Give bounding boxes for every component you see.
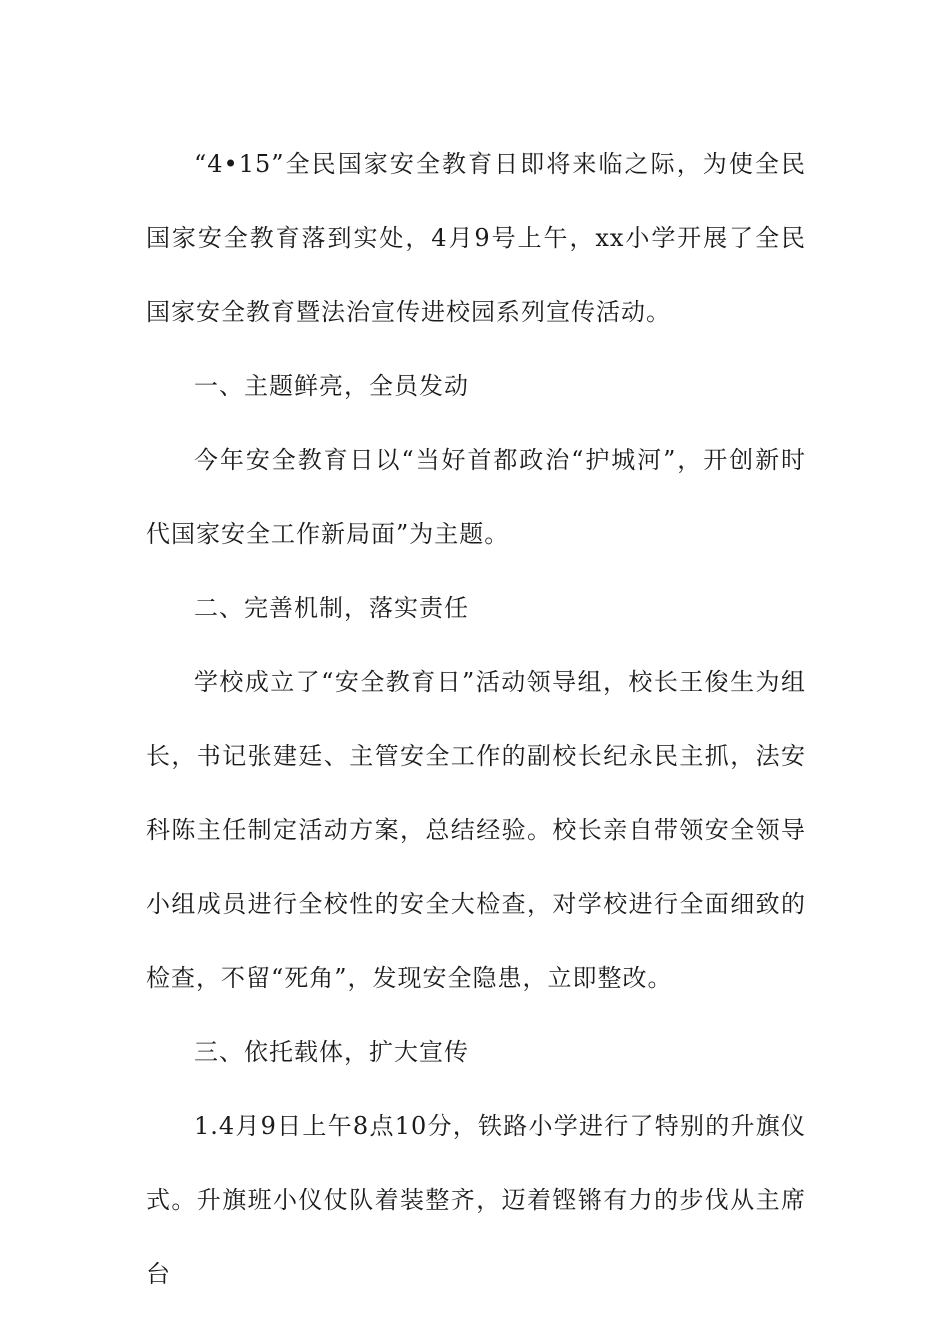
theme-paragraph: 今年安全教育日以“当好首都政治“护城河”，开创新时代国家安全工作新局面”为主题。 <box>146 446 806 548</box>
intro-paragraph: “4•15”全民国家安全教育日即将来临之际，为使全民国家安全教育落到实处，4月9号上午，xx小学开展了全民国家安全教育暨法治宣传进校园系列宣传活动。 <box>146 150 806 326</box>
document-body <box>146 127 806 1311</box>
section-heading-3: 三、依托载体，扩大宣传 <box>194 1038 469 1066</box>
mechanism-paragraph: 学校成立了“安全教育日”活动领导组，校长王俊生为组长，书记张建廷、主管安全工作的副校长纪永民主抓，法安科陈主任制定活动方案，总结经验。校长亲自带领安全领导小组成员进行全校性的安全大检查，对学校进行全面细致的检查，不留“死角”，发现安全隐患，立即整改。 <box>146 668 806 992</box>
flag-ceremony-paragraph: 1.4月9日上午8点10分，铁路小学进行了特别的升旗仪式。升旗班小仪仗队着装整齐，迈着铿锵有力的步伐从主席台 <box>146 1112 806 1288</box>
section-heading-1: 一、主题鲜亮，全员发动 <box>194 372 469 400</box>
section-heading-2: 二、完善机制，落实责任 <box>194 594 469 622</box>
